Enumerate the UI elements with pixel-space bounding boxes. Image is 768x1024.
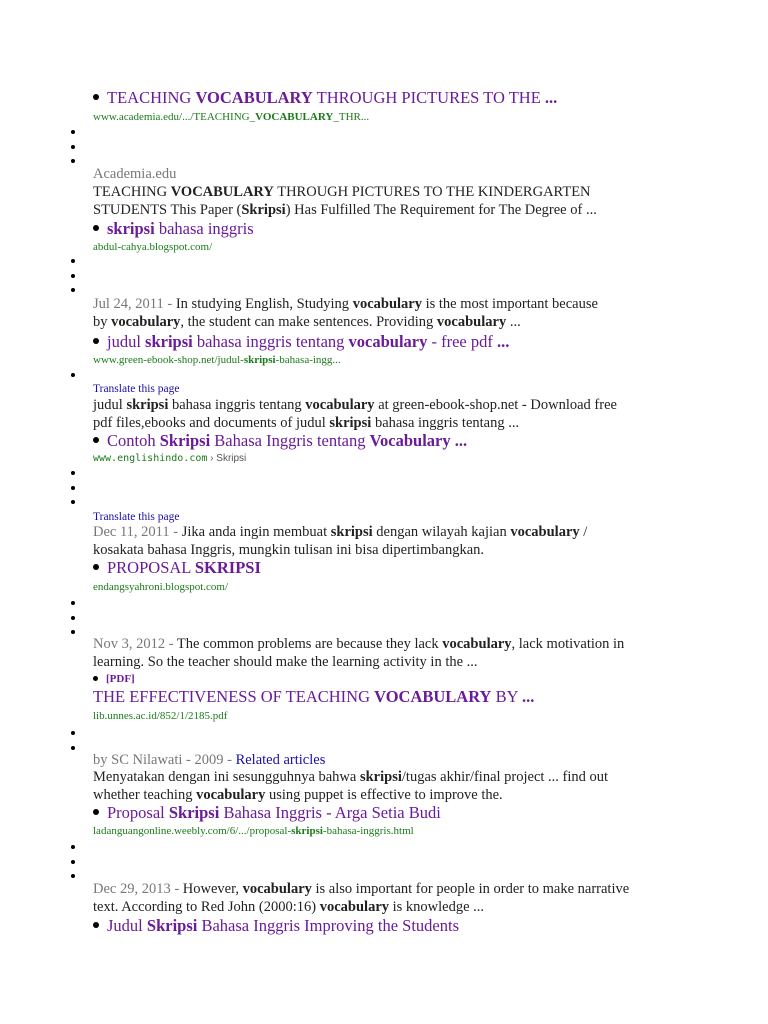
bullet-icon bbox=[93, 676, 98, 681]
result-url[interactable]: abdul-cahya.blogspot.com/ bbox=[93, 241, 213, 253]
result-url[interactable]: lib.unnes.ac.id/852/1/2185.pdf bbox=[93, 710, 228, 722]
translate-link[interactable]: Translate this page bbox=[93, 383, 180, 395]
result-title[interactable]: THE EFFECTIVENESS OF TEACHING VOCABULARY BY ... bbox=[93, 687, 535, 706]
title-ellipsis: ... bbox=[544, 88, 558, 107]
translate-link[interactable]: Translate this page bbox=[93, 511, 180, 523]
result-title[interactable]: PROPOSAL SKRIPSI bbox=[93, 558, 261, 578]
action-bullet-icon[interactable] bbox=[71, 874, 75, 878]
result-title[interactable]: judul skripsi bahasa inggris tentang vocabulary - free pdf ... bbox=[93, 332, 509, 352]
result-title[interactable] bbox=[93, 219, 254, 239]
action-bullet-icon[interactable] bbox=[71, 860, 75, 864]
result-snippet: Dec 11, 2011 - Jika anda ingin membuat skripsi dengan wilayah kajian vocabulary / kosakata bahasa Inggris, mungkin tulisan ini bisa dipertimbangkan. bbox=[93, 524, 588, 558]
url-text: _THR... bbox=[333, 111, 370, 123]
action-bullet-icon[interactable] bbox=[71, 500, 75, 504]
action-bullet-icon[interactable] bbox=[71, 630, 75, 634]
result-url[interactable]: endangsyahroni.blogspot.com/ bbox=[93, 581, 229, 593]
action-bullet-icon[interactable] bbox=[71, 274, 75, 278]
action-bullet-icon[interactable] bbox=[71, 130, 75, 134]
bullet-icon bbox=[93, 225, 99, 231]
title-keyword: VOCABULARY bbox=[195, 88, 313, 107]
action-bullet-icon[interactable] bbox=[71, 731, 75, 735]
title-text: TEACHING bbox=[107, 88, 196, 107]
action-bullet-icon[interactable] bbox=[71, 601, 75, 605]
result-url[interactable]: www.englishindo.com › Skripsi bbox=[93, 453, 247, 464]
result-title[interactable]: Contoh Skripsi Bahasa Inggris tentang Vocabulary ... bbox=[93, 431, 467, 451]
action-bullet-icon[interactable] bbox=[71, 746, 75, 750]
action-bullet-icon[interactable] bbox=[71, 288, 75, 292]
bullet-icon bbox=[93, 94, 99, 100]
result-byline: by SC Nilawati - 2009 - Related articles bbox=[93, 752, 326, 768]
title-text: bahasa inggris bbox=[154, 219, 254, 238]
bullet-icon bbox=[93, 564, 99, 570]
result-snippet: Nov 3, 2012 - The common problems are because they lack vocabulary, lack motivation in learning. So the teacher should make the learning activity in the ... bbox=[93, 636, 625, 670]
action-bullet-icon[interactable] bbox=[71, 259, 75, 263]
result-snippet: judul skripsi bahasa inggris tentang vocabulary at green-ebook-shop.net - Download free pdf files,ebooks and documents of judul skripsi bahasa inggris tentang ... bbox=[93, 397, 617, 431]
title-keyword: skripsi bbox=[107, 219, 155, 238]
result-snippet: Dec 29, 2013 - However, vocabulary is also important for people in order to make narrative text. According to Red John (2000:16) vocabulary is knowledge ... bbox=[93, 881, 630, 915]
action-bullet-icon[interactable] bbox=[71, 373, 75, 377]
url-text: www.academia.edu/.../TEACHING_ bbox=[93, 111, 256, 123]
result-snippet: Jul 24, 2011 - In studying English, Studying vocabulary is the most important because by vocabulary, the student can make sentences. Providing vocabulary ... bbox=[93, 296, 598, 330]
bullet-icon bbox=[93, 922, 99, 928]
action-bullet-icon[interactable] bbox=[71, 616, 75, 620]
result-snippet: Menyatakan dengan ini sesungguhnya bahwa skripsi/tugas akhir/final project ... find out whether teaching vocabulary using puppet is effective to improve the. bbox=[93, 769, 609, 803]
result-url[interactable]: ladanguangonline.weebly.com/6/.../proposal-skripsi-bahasa-inggris.html bbox=[93, 825, 414, 837]
bullet-icon bbox=[93, 338, 99, 344]
source-name: Academia.edu bbox=[93, 166, 177, 182]
result-url[interactable] bbox=[93, 110, 369, 124]
pdf-tag: [PDF] bbox=[93, 672, 135, 686]
action-bullet-icon[interactable] bbox=[71, 145, 75, 149]
action-bullet-icon[interactable] bbox=[71, 471, 75, 475]
action-bullet-icon[interactable] bbox=[71, 159, 75, 163]
url-keyword: VOCABULARY bbox=[255, 111, 334, 123]
related-articles-link[interactable]: Related articles bbox=[235, 752, 326, 768]
title-text: THROUGH PICTURES TO THE bbox=[312, 88, 545, 107]
result-snippet: TEACHING VOCABULARY THROUGH PICTURES TO THE KINDERGARTEN STUDENTS This Paper (Skripsi) Has Fulfilled The Requirement for The Degree of ... bbox=[93, 184, 597, 218]
result-url[interactable]: www.green-ebook-shop.net/judul-skripsi-bahasa-ingg... bbox=[93, 354, 341, 366]
result-title[interactable] bbox=[93, 88, 557, 108]
action-bullet-icon[interactable] bbox=[71, 845, 75, 849]
result-title[interactable]: Proposal Skripsi Bahasa Inggris - Arga Setia Budi bbox=[93, 803, 441, 823]
bullet-icon bbox=[93, 437, 99, 443]
result-title[interactable]: Judul Skripsi Bahasa Inggris Improving the Students bbox=[93, 916, 459, 936]
bullet-icon bbox=[93, 809, 99, 815]
action-bullet-icon[interactable] bbox=[71, 486, 75, 490]
